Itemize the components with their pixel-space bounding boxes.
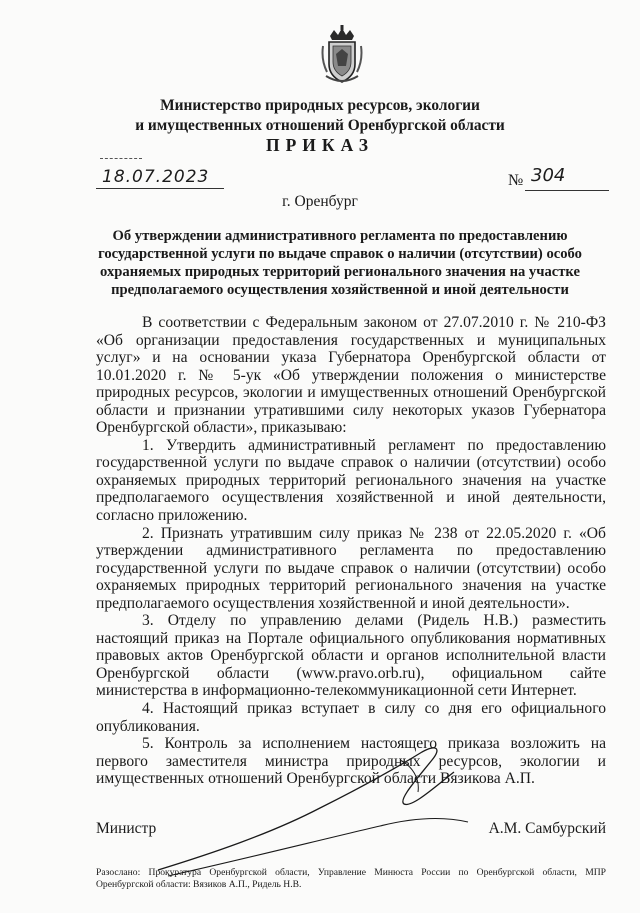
clause-1-paragraph: 1. Утвердить административный регламент по предоставлению государственной услуги по выдаче справок о наличии (отсутствии) особо охраняемых природных территорий регионального значения на участке предполагаемого осуществления хозяйственной и иной деятельности, согласно приложению.	[96, 436, 606, 525]
clause-4-paragraph: 4. Настоящий приказ вступает в силу со дня его официального опубликования.	[96, 700, 606, 735]
divider	[100, 158, 142, 159]
date-underline	[96, 188, 224, 189]
order-number: 304	[531, 165, 566, 186]
signatory-name: А.М. Самбурский	[488, 820, 606, 837]
clause-3-paragraph: 3. Отделу по управлению делами (Ридель Н.В.) разместить настоящий приказ на Портале официального опубликования нормативных правовых актов Оренбургской области и органов исполнительной власти Оренбургской области (www.pravo.orb.ru), официальном сайте министерства в информационно-телекоммуникационной сети Интернет.	[96, 612, 606, 700]
ministry-name-line-1: Министерство природных ресурсов, экологии	[160, 97, 480, 114]
preamble-paragraph: В соответствии с Федеральным законом от 27.07.2010 г. № 210-ФЗ «Об организации предоставления государственных и муниципальных услуг» и на основании указа Губернатора Оренбургской области от 10.01.2020 г. № 5-ук «Об утверждении положения о министерстве природных ресурсов, экологии и имущественных отношений Оренбургской области и признании утратившими силу некоторых указов Губернатора Оренбургской области», приказываю:	[96, 314, 606, 437]
document-type-heading: ПРИКАЗ	[265, 135, 375, 155]
coat-of-arms-icon	[320, 24, 364, 86]
order-date: 18.07.2023	[102, 167, 210, 187]
clause-5-paragraph: 5. Контроль за исполнением настоящего приказа возложить на первого заместителя министра природных ресурсов, экологии и имущественных отношений Оренбургской области Вязикова А.П.	[96, 735, 606, 788]
handwritten-signature	[150, 742, 570, 882]
clause-2-paragraph: 2. Признать утратившим силу приказ № 238 от 22.05.2020 г. «Об утверждении административного регламента по предоставлению государственной услуги по выдаче справок о наличии (отсутствии) особо охраняемых природных территорий регионального значения на участке предполагаемого осуществления хозяйственной и иной деятельности».	[96, 524, 606, 612]
order-subject: Об утверждении административного регламента по предоставлению государственной услуги по выдаче справок о наличии (отсутствии) особо охраняемых природных территорий регионального значения на участке предполагаемого осуществления хозяйственной и иной деятельности	[98, 228, 582, 298]
number-sign: №	[508, 172, 524, 189]
distribution-list: Разослано: Прокуратура Оренбургской области, Управление Минюста России по Оренбургской области, МПР Оренбургской области: Вязиков А.П., Ридель Н.В.	[96, 867, 606, 890]
number-underline	[525, 190, 609, 191]
ministry-name-line-2: и имущественных отношений Оренбургской области	[135, 117, 505, 134]
city: г. Оренбург	[282, 193, 358, 210]
order-body	[96, 314, 606, 788]
signatory-title: Министр	[96, 820, 157, 837]
